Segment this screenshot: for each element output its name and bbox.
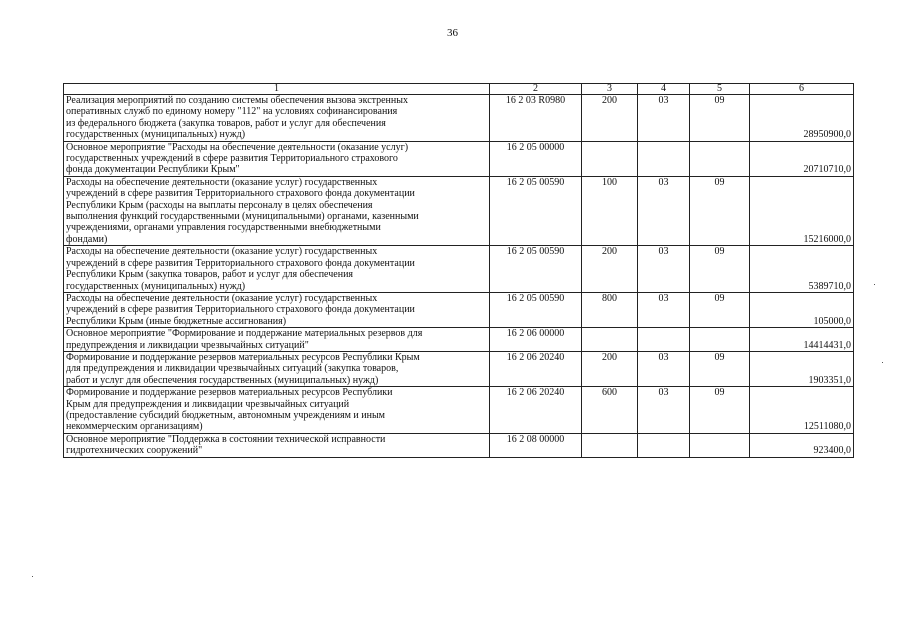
row-amount: 12511080,0 — [750, 387, 854, 434]
column-header: 6 — [750, 84, 854, 95]
row-amount: 20710710,0 — [750, 141, 854, 176]
row-description: Основное мероприятие "Поддержка в состоянии технической исправности гидротехнических сооружений" — [64, 433, 490, 457]
row-description: Расходы на обеспечение деятельности (оказание услуг) государственных учреждений в сфере развития Территориального страхового фонда документации Республики Крым (иные бюджетные ассигнования) — [64, 292, 490, 327]
row-section: 03 — [638, 246, 690, 293]
row-amount: 15216000,0 — [750, 176, 854, 245]
table-row — [64, 95, 854, 142]
column-header: 3 — [582, 84, 638, 95]
scan-speck — [32, 576, 33, 577]
row-subsection: 09 — [690, 95, 750, 142]
row-section: 03 — [638, 351, 690, 386]
column-header: 4 — [638, 84, 690, 95]
row-expense-type: 600 — [582, 387, 638, 434]
row-amount: 923400,0 — [750, 433, 854, 457]
row-expense-type — [582, 433, 638, 457]
row-amount: 1903351,0 — [750, 351, 854, 386]
row-code: 16 2 06 00000 — [490, 328, 582, 352]
row-subsection: 09 — [690, 387, 750, 434]
page-number: 36 — [447, 27, 458, 39]
row-expense-type — [582, 328, 638, 352]
row-amount: 14414431,0 — [750, 328, 854, 352]
row-description: Расходы на обеспечение деятельности (оказание услуг) государственных учреждений в сфере развития Территориального страхового фонда документации Республики Крым (закупка товаров, работ и услуг для обеспечения государственных (муниципальных) нужд) — [64, 246, 490, 293]
row-code: 16 2 03 R0980 — [490, 95, 582, 142]
row-section: 03 — [638, 176, 690, 245]
row-code: 16 2 08 00000 — [490, 433, 582, 457]
row-subsection — [690, 141, 750, 176]
row-subsection: 09 — [690, 176, 750, 245]
row-section: 03 — [638, 95, 690, 142]
row-subsection: 09 — [690, 246, 750, 293]
row-section: 03 — [638, 292, 690, 327]
column-header: 2 — [490, 84, 582, 95]
row-code: 16 2 05 00590 — [490, 246, 582, 293]
row-code: 16 2 05 00590 — [490, 176, 582, 245]
scan-speck — [882, 362, 883, 363]
row-subsection — [690, 328, 750, 352]
row-expense-type: 100 — [582, 176, 638, 245]
row-expense-type — [582, 141, 638, 176]
row-section — [638, 328, 690, 352]
table-row — [64, 328, 854, 352]
row-subsection: 09 — [690, 292, 750, 327]
row-description: Основное мероприятие "Расходы на обеспечение деятельности (оказание услуг) государственных учреждений в сфере развития Территориального страхового фонда документации Республики Крым" — [64, 141, 490, 176]
scan-speck — [874, 284, 875, 285]
table-row — [64, 387, 854, 434]
budget-table — [63, 83, 854, 458]
row-description: Расходы на обеспечение деятельности (оказание услуг) государственных учреждений в сфере развития Территориального страхового фонда документации Республики Крым (расходы на выплаты персоналу в целях обеспечения выполнения функций государственными (муниципальными) органами, казенными учреждениями, органами управления государственными внебюджетными фондами) — [64, 176, 490, 245]
row-amount: 105000,0 — [750, 292, 854, 327]
row-code: 16 2 06 20240 — [490, 387, 582, 434]
table-row — [64, 292, 854, 327]
table-row — [64, 176, 854, 245]
row-subsection: 09 — [690, 351, 750, 386]
row-expense-type: 200 — [582, 95, 638, 142]
table-row — [64, 246, 854, 293]
row-expense-type: 200 — [582, 246, 638, 293]
table-row — [64, 351, 854, 386]
column-header: 5 — [690, 84, 750, 95]
row-section — [638, 141, 690, 176]
column-header: 1 — [64, 84, 490, 95]
row-amount: 28950900,0 — [750, 95, 854, 142]
row-description: Реализация мероприятий по созданию системы обеспечения вызова экстренных оперативных служб по единому номеру "112" на условиях софинансирования из федерального бюджета (закупка товаров, работ и услуг для обеспечения государственных (муниципальных) нужд) — [64, 95, 490, 142]
row-description: Формирование и поддержание резервов материальных ресурсов Республики Крым для предупреждения и ликвидации чрезвычайных ситуаций (закупка товаров, работ и услуг для обеспечения государственных (муниципальных) нужд) — [64, 351, 490, 386]
row-amount: 5389710,0 — [750, 246, 854, 293]
row-code: 16 2 05 00590 — [490, 292, 582, 327]
row-section: 03 — [638, 387, 690, 434]
row-code: 16 2 05 00000 — [490, 141, 582, 176]
table-row — [64, 433, 854, 457]
row-code: 16 2 06 20240 — [490, 351, 582, 386]
row-expense-type: 800 — [582, 292, 638, 327]
table-header-row — [64, 84, 854, 95]
row-description: Формирование и поддержание резервов материальных ресурсов Республики Крым для предупреждения и ликвидации чрезвычайных ситуаций (предоставление субсидий бюджетным, автономным учреждениям и иным некоммерческим организациям) — [64, 387, 490, 434]
row-description: Основное мероприятие "Формирование и поддержание материальных резервов для предупреждения и ликвидации чрезвычайных ситуаций" — [64, 328, 490, 352]
table-row — [64, 141, 854, 176]
row-subsection — [690, 433, 750, 457]
row-section — [638, 433, 690, 457]
row-expense-type: 200 — [582, 351, 638, 386]
